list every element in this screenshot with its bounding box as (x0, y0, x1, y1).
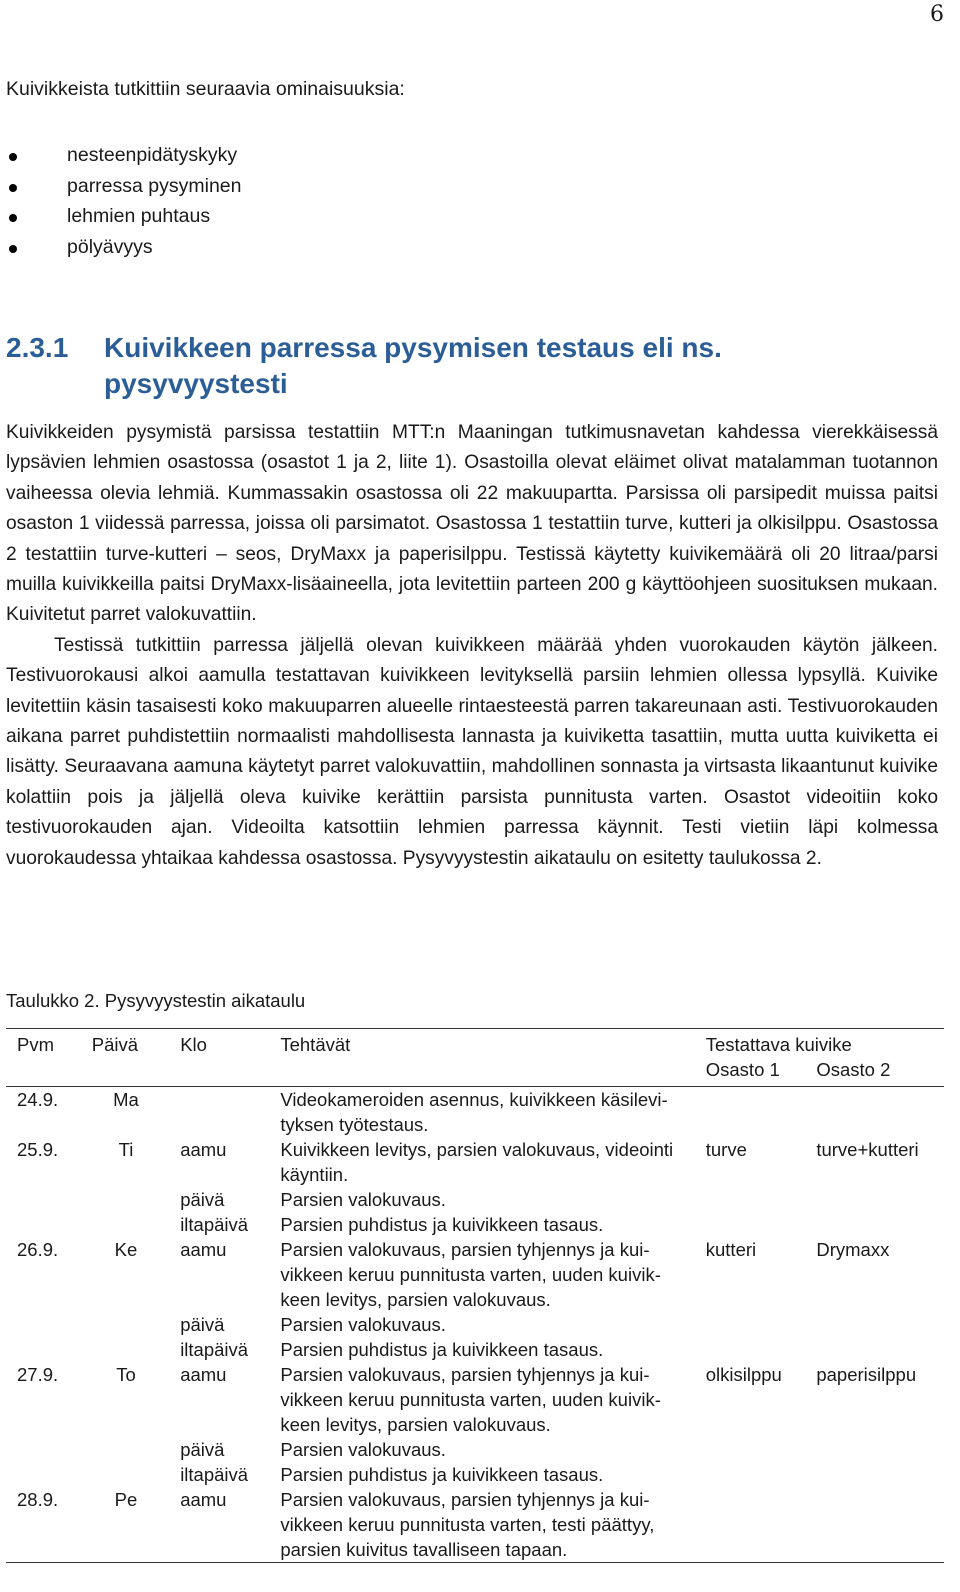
cell-pvm (6, 1437, 86, 1462)
table-row (6, 1487, 944, 1563)
cell-osasto1: turve (705, 1139, 747, 1160)
header-pvm: Pvm (6, 1029, 86, 1058)
cell-tehtavat (280, 1187, 705, 1212)
task-line: Parsien valokuvaus, parsien tyhjennys ja kui- (280, 1364, 650, 1385)
page-number: 6 (930, 2, 944, 27)
cell-tehtavat (280, 1087, 705, 1138)
cell-osasto2 (816, 1212, 944, 1237)
list-item: lehmien puhtaus (0, 201, 242, 232)
cell-osasto1 (706, 1437, 817, 1462)
cell-tehtavat (280, 1462, 705, 1487)
cell-paiva (86, 1312, 160, 1337)
cell-klo: iltapäivä (180, 1464, 249, 1485)
header-testattava: Testattava kuivike (706, 1029, 944, 1058)
table-row (6, 1362, 944, 1437)
table-row (6, 1137, 944, 1187)
cell-klo: iltapäivä (180, 1339, 249, 1360)
list-item: parressa pysyminen (0, 171, 242, 202)
cell-osasto2 (816, 1337, 944, 1362)
cell-pvm: 28.9. (6, 1487, 86, 1563)
cell-osasto2: paperisilppu (816, 1364, 917, 1385)
cell-osasto2: Drymaxx (816, 1239, 890, 1260)
task-line: tyksen työtestaus. (280, 1114, 429, 1135)
task-line: vikkeen keruu punnitusta varten, uuden kuivik- (280, 1389, 661, 1410)
table-row (6, 1437, 944, 1462)
body-text (6, 418, 938, 874)
task-line: vikkeen keruu punnitusta varten, testi päättyy, (280, 1514, 655, 1535)
cell-osasto2 (816, 1462, 944, 1487)
cell-klo (160, 1087, 280, 1138)
cell-pvm (6, 1187, 86, 1212)
cell-tehtavat (280, 1137, 705, 1187)
bullet-icon (9, 245, 17, 253)
header-paiva: Päivä (86, 1029, 160, 1058)
task-line: parsien kuivitus tavalliseen tapaan. (280, 1539, 568, 1560)
cell-pvm: 24.9. (6, 1087, 86, 1138)
cell-osasto1 (706, 1187, 817, 1212)
cell-klo: päivä (180, 1189, 225, 1210)
cell-osasto1 (706, 1312, 817, 1337)
cell-tehtavat (280, 1437, 705, 1462)
cell-osasto1 (706, 1487, 817, 1563)
cell-osasto1 (706, 1462, 817, 1487)
table-row (6, 1337, 944, 1362)
task-line: keen levitys, parsien valokuvaus. (280, 1414, 551, 1435)
header-osasto1: Osasto 1 (705, 1059, 780, 1080)
bullet-icon (9, 153, 17, 161)
cell-osasto1 (706, 1087, 817, 1138)
cell-paiva: To (116, 1364, 136, 1385)
task-line: vikkeen keruu punnitusta varten, uuden kuivik- (280, 1264, 661, 1285)
cell-tehtavat (280, 1237, 705, 1312)
task-line: Parsien puhdistus ja kuivikkeen tasaus. (280, 1214, 604, 1235)
cell-osasto2 (816, 1187, 944, 1212)
list-item: pölyävyys (0, 232, 242, 263)
cell-tehtavat (280, 1312, 705, 1337)
paragraph: Kuivikkeiden pysymistä parsissa testattiin MTT:n Maaningan tutkimusnavetan kahdessa vierekkäisessä lypsävien lehmien osastossa (osastot 1 ja 2, liite 1). Osastoilla olevat eläimet olivat matalamman tuotannon vaiheessa olevia lehmiä. Kummassakin osastossa oli 22 makuupartta. Parsissa oli parsipedit muissa paitsi osaston 1 viidessä parressa, joissa oli parsimatot. Osastossa 1 testattiin turve, kutteri ja olkisilppu. Osastossa 2 testattiin turve-kutteri – seos, DryMaxx ja paperisilppu. Testissä käytetty kuivikemäärä oli 20 litraa/parsi muilla kuivikkeilla paitsi DryMaxx-lisäaineella, jota levitettiin parteen 200 g käyttöohjeen suosituksen mukaan. Kuivitetut parret valokuvattiin. (6, 422, 938, 626)
table-row (6, 1212, 944, 1237)
cell-paiva: Ke (114, 1239, 138, 1260)
cell-paiva (86, 1337, 160, 1362)
cell-paiva (86, 1212, 160, 1237)
header-osasto2: Osasto 2 (816, 1059, 891, 1080)
task-line: keen levitys, parsien valokuvaus. (280, 1289, 551, 1310)
task-line: Parsien valokuvaus. (280, 1439, 446, 1460)
section-number: 2.3.1 (6, 332, 69, 363)
cell-paiva (86, 1437, 160, 1462)
header-tehtavat: Tehtävät (280, 1029, 705, 1058)
intro-text: Kuivikkeista tutkittiin seuraavia ominaisuuksia: (6, 78, 405, 100)
table-header-row (6, 1057, 944, 1087)
task-line: Videokameroiden asennus, kuivikkeen käsilevi- (280, 1089, 668, 1110)
cell-klo: aamu (180, 1139, 227, 1160)
paragraph: Testissä tutkittiin parressa jäljellä olevan kuivikkeen määrää yhden vuorokauden käytön jälkeen. Testivuorokausi alkoi aamulla testattavan kuivikkeen levityksellä parsiin lehmien ollessa lypsyllä. Kuivike levitettiin käsin tasaisesti koko makuuparren alueelle rintaesteestä parren takareunaan asti. Testivuorokauden aikana parret puhdistettiin normaalisti mahdollisesta lannasta ja kuiviketta tasattiin, mutta uutta kuiviketta ei lisätty. Seuraavana aamuna käytetyt parret valokuvattiin, mahdollinen sonnasta ja virtsasta likaantunut kuivike kolattiin pois ja jäljellä oleva kuivike kerättiin parsista punnitusta varten. Osastot videoitiin koko testivuorokauden ajan. Videoilta katsottiin lehmien parressa käynnit. Testi vietiin läpi kolmessa vuorokaudessa yhtaikaa kahdessa osastossa. Pysyvyystestin aikataulu on esitetty taulukossa 2. (6, 634, 938, 869)
table-header-row (6, 1029, 944, 1058)
task-line: Parsien valokuvaus. (280, 1189, 446, 1210)
cell-klo: päivä (180, 1439, 225, 1460)
cell-pvm (6, 1312, 86, 1337)
cell-tehtavat (280, 1362, 705, 1437)
table-row (6, 1087, 944, 1138)
task-line: Parsien valokuvaus. (280, 1314, 446, 1335)
cell-paiva: Ma (86, 1087, 160, 1138)
cell-paiva: Ti (118, 1139, 134, 1160)
task-line: Parsien puhdistus ja kuivikkeen tasaus. (280, 1339, 604, 1360)
cell-klo: päivä (180, 1314, 225, 1335)
cell-tehtavat (280, 1337, 705, 1362)
table-row (6, 1312, 944, 1337)
cell-tehtavat (280, 1487, 705, 1563)
cell-klo: aamu (160, 1487, 280, 1563)
task-line: Kuivikkeen levitys, parsien valokuvaus, videointi (280, 1139, 674, 1160)
task-line: Parsien valokuvaus, parsien tyhjennys ja kui- (280, 1489, 650, 1510)
table-row (6, 1237, 944, 1312)
table-row (6, 1462, 944, 1487)
cell-pvm (6, 1212, 86, 1237)
task-line: Parsien puhdistus ja kuivikkeen tasaus. (280, 1464, 604, 1485)
bullet-icon (9, 214, 17, 222)
table-caption: Taulukko 2. Pysyvyystestin aikataulu (6, 990, 306, 1011)
cell-osasto2 (816, 1437, 944, 1462)
table-row (6, 1187, 944, 1212)
cell-tehtavat (280, 1212, 705, 1237)
schedule-table (6, 1028, 944, 1563)
cell-klo: aamu (180, 1239, 227, 1260)
bullet-icon (9, 184, 17, 192)
cell-pvm: 27.9. (17, 1364, 59, 1385)
cell-pvm (6, 1462, 86, 1487)
cell-osasto2 (816, 1487, 944, 1563)
task-line: käyntiin. (280, 1164, 349, 1185)
task-line: Parsien valokuvaus, parsien tyhjennys ja kui- (280, 1239, 650, 1260)
section-title: Kuivikkeen parressa pysymisen testaus eli ns. pysyvyystesti (104, 332, 722, 399)
cell-osasto1: kutteri (705, 1239, 757, 1260)
cell-pvm: 25.9. (17, 1139, 59, 1160)
list-item: nesteenpidätyskyky (0, 140, 242, 171)
cell-osasto1 (706, 1337, 817, 1362)
cell-klo: iltapäivä (180, 1214, 249, 1235)
cell-osasto2 (816, 1087, 944, 1138)
cell-osasto2: turve+kutteri (816, 1139, 919, 1160)
cell-pvm (6, 1337, 86, 1362)
header-klo: Klo (160, 1029, 280, 1058)
criteria-list (0, 140, 242, 262)
cell-paiva (86, 1462, 160, 1487)
cell-paiva (86, 1187, 160, 1212)
cell-osasto1 (706, 1212, 817, 1237)
cell-osasto1: olkisilppu (705, 1364, 782, 1385)
cell-paiva: Pe (86, 1487, 160, 1563)
cell-pvm: 26.9. (17, 1239, 59, 1260)
schedule-body (6, 1087, 944, 1563)
cell-osasto2 (816, 1312, 944, 1337)
cell-klo: aamu (180, 1364, 227, 1385)
